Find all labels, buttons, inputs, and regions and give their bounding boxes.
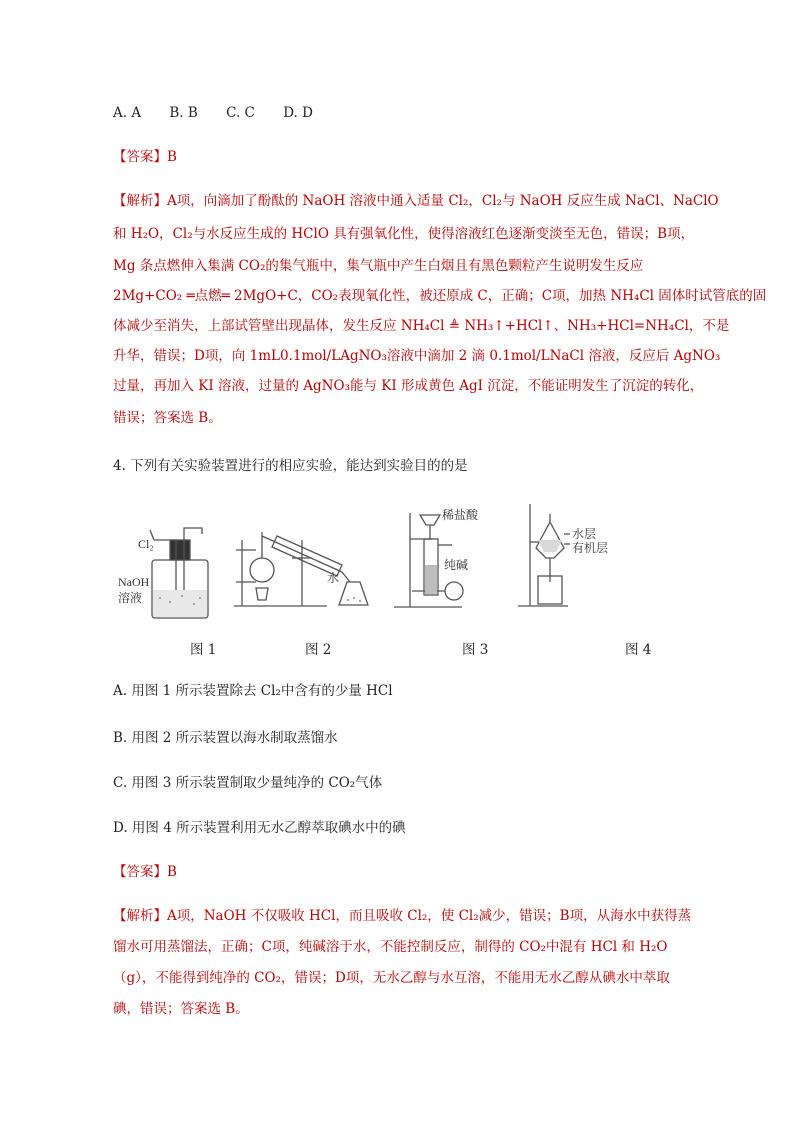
q4-analysis-line-2: 馏水可用蒸馏法，正确；C项，纯碱溶于水，不能控制反应，制得的 CO₂中混有 HCl 和 H₂O: [113, 939, 668, 955]
q3-analysis-line-8: 错误；答案选 B。: [113, 410, 222, 426]
figure-2-distillation: [232, 510, 382, 610]
q3-analysis-line-1: 【解析】A项，向滴加了酚酞的 NaOH 溶液中通入适量 Cl₂，Cl₂与 NaOH 反应生成 NaCl、NaClO: [113, 193, 719, 209]
q4-option-d: D. 用图 4 所示装置利用无水乙醇萃取碘水中的碘: [113, 820, 406, 836]
q3-analysis-line-4: 2Mg+CO₂ ═点燃═ 2MgO+C，CO₂表现氧化性，被还原成 C，正确；C项，加热 NH₄Cl 固体时试管底的固: [113, 288, 767, 304]
q3-analysis-line-6: 升华，错误；D项，向 1mL0.1mol/LAgNO₃溶液中滴加 2 滴 0.1mol/LNaCl 溶液，反应后 AgNO₃: [113, 348, 721, 364]
figure-1-caption: 图 1: [190, 642, 217, 658]
q4-stem: 4. 下列有关实验装置进行的相应实验，能达到实验目的的是: [113, 458, 468, 474]
figure-3-caption: 图 3: [462, 642, 489, 658]
q3-analysis-line-3: Mg 条点燃伸入集满 CO₂的集气瓶中，集气瓶中产生白烟且有黑色颗粒产生说明发生反应: [113, 258, 644, 274]
fig2-lamp: [256, 588, 268, 600]
q3-option-a: A. A: [113, 105, 142, 121]
q4-option-c: C. 用图 3 所示装置制取少量纯净的 CO₂气体: [113, 775, 383, 791]
q3-analysis-line-2: 和 H₂O，Cl₂与水反应生成的 HClO 具有强氧化性，使得溶液红色逐渐变淡至无色，错误；B项，: [113, 226, 695, 242]
fig1-solution-label-1: NaOH: [118, 575, 150, 589]
fig3-funnel: [420, 515, 440, 525]
fig1-solution-label-2: 溶液: [118, 591, 143, 605]
fig3-solid: [425, 565, 437, 594]
q3-option-b: B. B: [169, 105, 198, 121]
fig3-acid-label: 稀盐酸: [442, 508, 479, 522]
q3-analysis-line-7: 过量，再加入 KI 溶液，过量的 AgNO₃能与 KI 形成黄色 AgI 沉淀，不能证明发生了沉淀的转化，: [113, 378, 704, 394]
q4-analysis-line-4: 碘，错误；答案选 B。: [113, 1001, 249, 1017]
figure-3-gas-generator: [392, 505, 507, 610]
figure-4-caption: 图 4: [625, 642, 652, 658]
q3-option-c: C. C: [226, 105, 255, 121]
fig4-water-layer-label: 水层: [572, 527, 597, 541]
q3-option-d: D. D: [283, 105, 313, 121]
fig2-water-label: 水: [327, 571, 340, 585]
fig4-organic-layer-label: 有机层: [572, 541, 609, 555]
q3-options: [113, 103, 337, 123]
figure-4-separatory-funnel: [510, 500, 620, 610]
fig2-receiving-flask: [339, 582, 368, 605]
q4-option-b: B. 用图 2 所示装置以海水制取蒸馏水: [113, 730, 338, 746]
fig2-flask: [250, 558, 274, 582]
q4-analysis-line-3: （g），不能得到纯净的 CO₂，错误；D项，无水乙醇与水互溶，不能用无水乙醇从碘水中萃取: [113, 970, 670, 986]
figure-2-caption: 图 2: [305, 642, 332, 658]
q3-analysis-line-5: 体减少至消失，上部试管壁出现晶体，发生反应 NH₄Cl ≜ NH₃↑+HCl↑、NH₃+HCl=NH₄Cl，不是: [113, 318, 730, 334]
fig3-soda-label: 纯碱: [444, 558, 469, 572]
q4-option-a: A. 用图 1 所示装置除去 Cl₂中含有的少量 HCl: [113, 683, 393, 699]
fig1-liquid: [153, 590, 207, 617]
figure-1-gas-washing-bottle: [110, 520, 220, 620]
q3-answer: 【答案】B: [113, 149, 177, 165]
fig1-gas-label: Cl₂: [138, 537, 154, 551]
fig1-stopper: [170, 540, 190, 560]
fig3-base: [445, 582, 463, 600]
q4-analysis-line-1: 【解析】A项，NaOH 不仅吸收 HCl，而且吸收 Cl₂，使 Cl₂减少，错误；B项，从海水中获得蒸: [113, 908, 692, 924]
q4-answer: 【答案】B: [113, 864, 177, 880]
